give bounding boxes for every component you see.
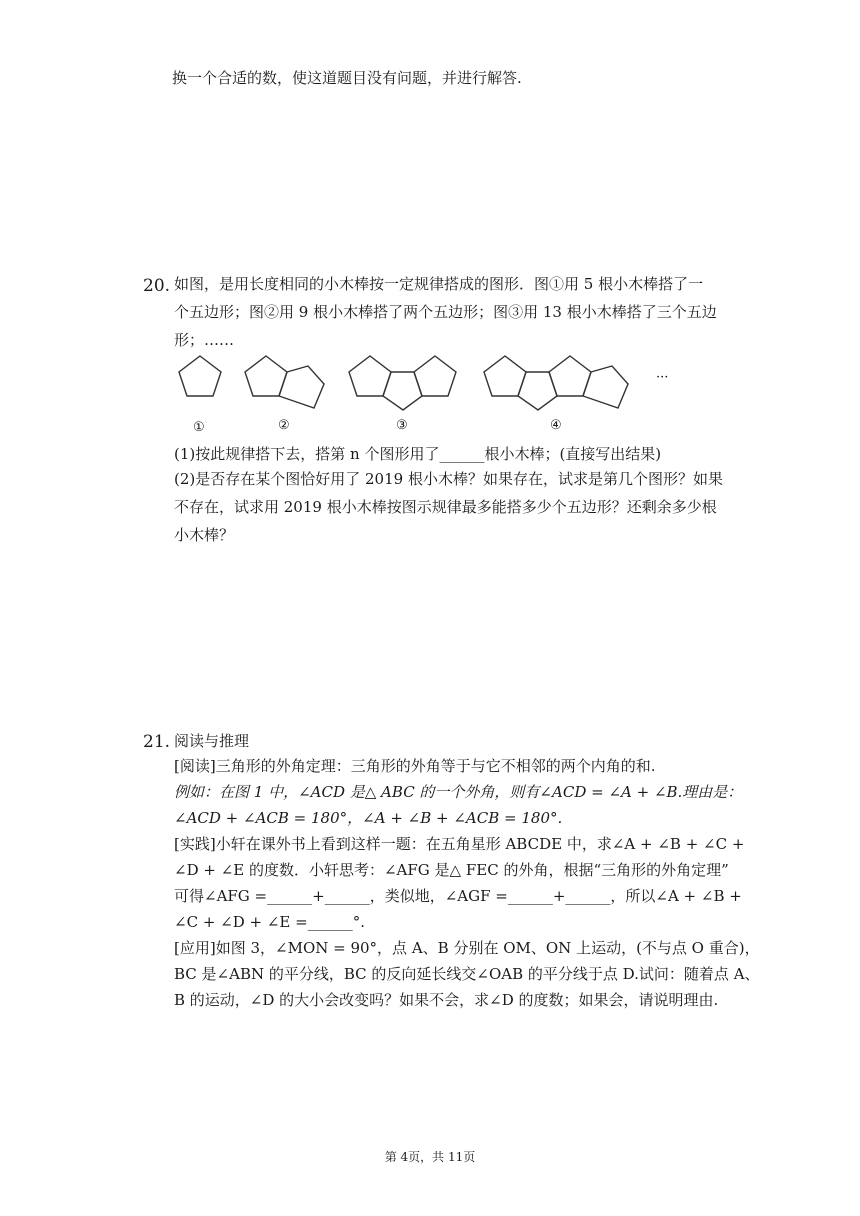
pentagon-diagram (168, 344, 688, 440)
q20-line-3: 形；…… (174, 331, 235, 349)
q20-line-1: 如图，是用长度相同的小木棒按一定规律搭成的图形．图①用 5 根小木棒搭了一 (174, 275, 704, 293)
figure-label-3: ③ (396, 418, 408, 433)
question-20-number: 20. (143, 276, 171, 296)
figure-label-2: ② (278, 418, 290, 433)
figure-ellipsis: ··· (656, 370, 669, 385)
figure-label-4: ④ (550, 418, 562, 433)
q20-line-2: 个五边形；图②用 9 根小木棒搭了两个五边形；图③用 13 根小木棒搭了三个五边 (174, 303, 717, 321)
q20-sub1: (1)按此规律搭下去，搭第 n 个图形用了______根小木棒；(直接写出结果) (174, 445, 662, 463)
pentagon-1a (179, 356, 221, 396)
q21-line-2: 例如：在图 1 中，∠ACD 是△ ABC 的一个外角，则有∠ACD = ∠A + ∠B.理由是： (174, 783, 743, 801)
pentagon-4d (583, 366, 628, 408)
q21-line-8: [应用]如图 3，∠MON = 90°，点 A、B 分别在 OM、ON 上运动，(不与点 O 重合)， (174, 939, 760, 957)
page-footer: 第 4页，共 11页 (384, 1150, 476, 1164)
pentagon-2b (279, 366, 324, 408)
q21-title: 阅读与推理 (174, 732, 250, 750)
q21-line-4: [实践]小轩在课外书上看到这样一题：在五角星形 ABCDE 中，求∠A + ∠B + ∠C + (174, 835, 745, 853)
q20-sub2-line-2: 不存在，试求用 2019 根小木棒按图示规律最多能搭多少个五边形？还剩余多少根 (174, 498, 717, 516)
q20-sub2-line-1: (2)是否存在某个图恰好用了 2019 根小木棒？如果存在，试求是第几个图形？如果 (174, 470, 723, 488)
q21-line-5: ∠D + ∠E 的度数．小轩思考：∠AFG 是△ FEC 的外角，根据“三角形的外角定理” (174, 861, 729, 879)
question-21-number: 21. (143, 732, 171, 752)
top-text: 换一个合适的数，使这道题目没有问题，并进行解答. (172, 69, 522, 87)
q21-line-10: B 的运动，∠D 的大小会改变吗？如果不会，求∠D 的度数；如果会，请说明理由. (174, 991, 719, 1009)
q21-line-7: ∠C + ∠D + ∠E =______°. (174, 913, 365, 931)
figure-label-1: ① (193, 420, 205, 435)
q21-line-6: 可得∠AFG =______+______，类似地，∠AGF =______+______，所以∠A + ∠B + (174, 887, 742, 905)
q21-line-3: ∠ACD + ∠ACB = 180°，∠A + ∠B + ∠ACB = 180°. (174, 809, 563, 827)
pentagon-3c (414, 356, 456, 396)
q21-line-9: BC 是∠ABN 的平分线，BC 的反向延长线交∠OAB 的平分线于点 D.试问：随着点 A、 (174, 965, 760, 983)
q20-sub2-line-3: 小木棒？ (174, 526, 235, 544)
q21-line-1: [阅读]三角形的外角定理：三角形的外角等于与它不相邻的两个内角的和. (174, 757, 656, 775)
pentagon-figure (168, 344, 688, 440)
